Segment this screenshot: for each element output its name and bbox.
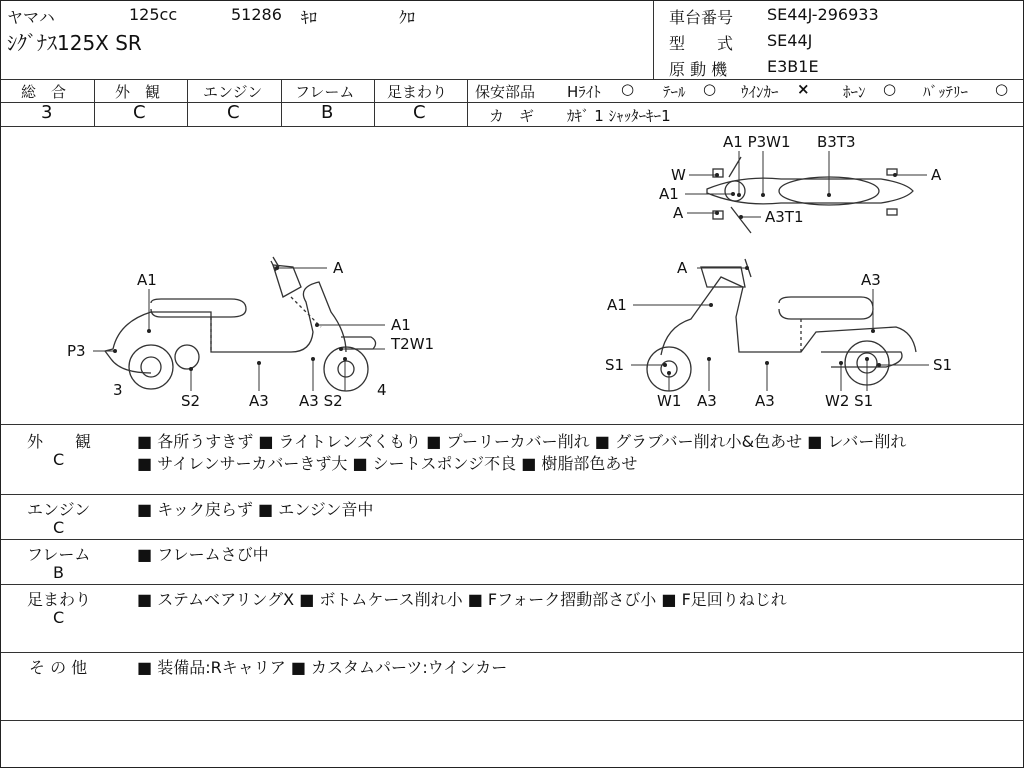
diag-top-label: A xyxy=(673,204,684,222)
grade-value-exterior: C xyxy=(133,102,146,123)
diag-left-label: A3 xyxy=(249,392,269,410)
diag-top-label: A xyxy=(931,166,942,184)
remark-item: ■ Fフォーク摺動部さび小 xyxy=(468,590,657,609)
type-value: SE44J xyxy=(767,31,813,50)
remark-line xyxy=(137,655,507,678)
diag-left-label: T2W1 xyxy=(391,335,435,353)
diag-right-label: A3 xyxy=(697,392,717,410)
grade-value-suspension: C xyxy=(413,102,426,123)
safety-item-winker: ｳｲﾝｶｰ xyxy=(741,83,779,101)
diag-right-label: A3 xyxy=(755,392,775,410)
remark-line xyxy=(137,451,637,474)
remark-item: ■ 装備品:Rキャリア xyxy=(137,658,286,677)
remark-divider xyxy=(1,539,1023,540)
diagram-bottom-line xyxy=(1,424,1023,425)
scooter-damage-diagram xyxy=(1,127,1023,424)
remark-line xyxy=(137,542,269,565)
remark-item: ■ フレームさび中 xyxy=(137,545,269,564)
safety-mark-battery: ○ xyxy=(995,80,1009,98)
diag-left-label: A3 S2 xyxy=(299,392,343,410)
safety-item-battery: ﾊﾞｯﾃﾘｰ xyxy=(923,83,969,101)
remark-divider xyxy=(1,652,1023,653)
remark-item: ■ 各所うすきず xyxy=(137,432,253,451)
remark-grade-engine: C xyxy=(53,518,65,537)
remark-item: ■ シートスポンジ不良 xyxy=(352,454,516,473)
safety-mark-tail: ○ xyxy=(703,80,717,98)
diag-right-label: W1 xyxy=(657,392,682,410)
grade-value-frame: B xyxy=(321,102,334,123)
diag-top-label: W xyxy=(671,166,686,184)
remark-label-exterior: 外 観 xyxy=(27,432,92,451)
engine-label: 原 動 機 xyxy=(669,60,728,79)
diag-right-label: S1 xyxy=(605,356,625,374)
diag-left-label: A xyxy=(333,259,344,277)
grade-value-engine: C xyxy=(227,102,240,123)
keys-value: ｶｷﾞ 1 ｼｬｯﾀｰｷｰ1 xyxy=(567,107,671,125)
diag-left-label: 3 xyxy=(113,381,123,399)
remark-divider xyxy=(1,494,1023,495)
diag-right-label: W2 S1 xyxy=(825,392,874,410)
diag-right-label: A1 xyxy=(607,296,627,314)
displacement: 125cc xyxy=(129,5,178,24)
header-divider xyxy=(653,1,654,79)
frame-no: SE44J-296933 xyxy=(767,5,879,24)
maker: ヤマハ xyxy=(7,8,55,27)
remark-item: ■ キック戻らず xyxy=(137,500,253,519)
mileage: 51286 xyxy=(231,5,282,24)
grade-value-overall: 3 xyxy=(41,102,53,123)
safety-mark-winker: × xyxy=(797,80,810,98)
remark-divider xyxy=(1,584,1023,585)
remark-label-other: そ の 他 xyxy=(29,658,88,677)
remark-item: ■ カスタムパーツ:ウインカー xyxy=(291,658,507,677)
remark-item: ■ ボトムケース削れ小 xyxy=(299,590,462,609)
safety-line xyxy=(467,102,1023,103)
diag-left-label: 4 xyxy=(377,381,387,399)
remark-item: ■ レバー削れ xyxy=(807,432,906,451)
diag-top-label: A1 xyxy=(659,185,679,203)
safety-item-tail: ﾃｰﾙ xyxy=(663,83,686,101)
diag-right-label: A3 xyxy=(861,271,881,289)
remark-item: ■ ステムベアリングX xyxy=(137,590,294,609)
color: ｸﾛ xyxy=(399,8,416,27)
remark-item: ■ F足回りねじれ xyxy=(661,590,786,609)
grade-label-exterior: 外 観 xyxy=(115,83,161,101)
grade-label-suspension: 足まわり xyxy=(387,83,448,101)
safety-item-headlight: Hﾗｲﾄ xyxy=(567,83,601,101)
remark-line xyxy=(137,587,787,610)
diag-right-label: A xyxy=(677,259,688,277)
grade-label-overall: 総 合 xyxy=(21,83,67,101)
safety-mark-headlight: ○ xyxy=(621,80,635,98)
diag-left-label: A1 xyxy=(137,271,157,289)
diag-top-label: A1 P3W1 xyxy=(723,133,791,151)
remark-grade-exterior: C xyxy=(53,450,65,469)
mileage-unit: ｷﾛ xyxy=(301,8,318,27)
model-name: ｼｸﾞﾅｽ125X SR xyxy=(7,31,142,55)
remark-line xyxy=(137,497,373,520)
remark-item: ■ 樹脂部色あせ xyxy=(521,454,637,473)
type-label: 型 式 xyxy=(669,34,734,53)
grade-label-engine: エンジン xyxy=(203,83,263,101)
remark-item: ■ グラブバー削れ小&色あせ xyxy=(595,432,802,451)
remark-grade-suspension: C xyxy=(53,608,65,627)
diag-top-label: A3T1 xyxy=(765,208,804,226)
safety-item-horn: ﾎｰﾝ xyxy=(843,83,866,101)
header-bottom-line xyxy=(1,79,1023,80)
engine-value: E3B1E xyxy=(767,57,819,76)
diag-left-label: A1 xyxy=(391,316,411,334)
diag-left-label: P3 xyxy=(67,342,86,360)
remark-line xyxy=(137,429,906,452)
remark-item: ■ プーリーカバー削れ xyxy=(426,432,589,451)
remark-divider xyxy=(1,720,1023,721)
frame-no-label: 車台番号 xyxy=(669,8,734,27)
grade-label-frame: フレーム xyxy=(295,83,355,101)
remark-grade-frame: B xyxy=(53,563,64,582)
remark-label-suspension: 足まわり xyxy=(27,590,92,609)
remark-item: ■ サイレンサーカバーきず大 xyxy=(137,454,347,473)
diag-left-label: S2 xyxy=(181,392,201,410)
diag-right-label: S1 xyxy=(933,356,953,374)
remark-item: ■ ライトレンズくもり xyxy=(258,432,421,451)
keys-label: カ ギ xyxy=(489,107,535,125)
diag-top-label: B3T3 xyxy=(817,133,856,151)
remark-item: ■ エンジン音中 xyxy=(258,500,373,519)
remark-label-engine: エンジン xyxy=(27,500,91,519)
safety-label: 保安部品 xyxy=(475,83,536,101)
remark-label-frame: フレーム xyxy=(27,545,91,564)
safety-mark-horn: ○ xyxy=(883,80,897,98)
